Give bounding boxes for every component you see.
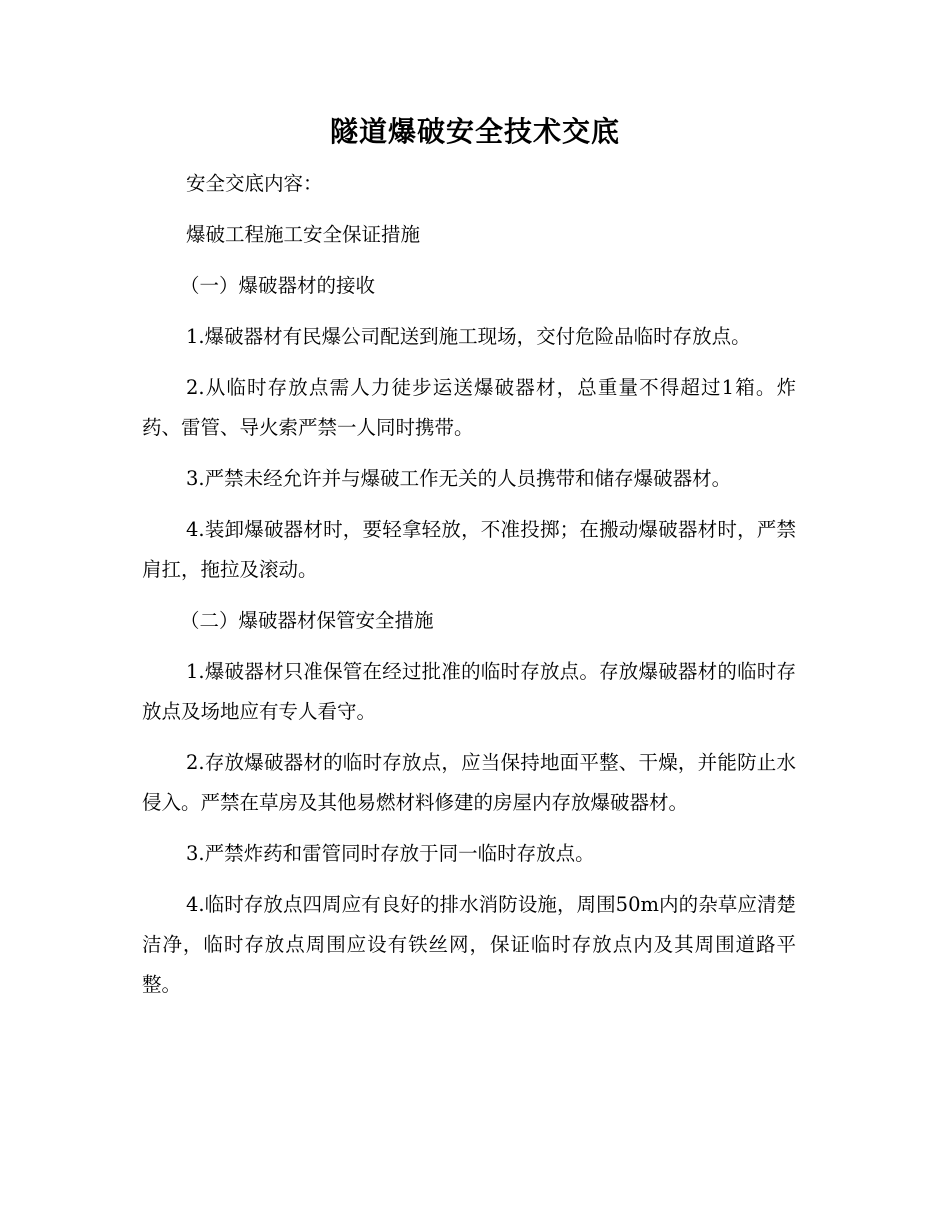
paragraph-intro: 安全交底内容： bbox=[186, 172, 323, 195]
paragraph-item: 1.爆破器材有民爆公司配送到施工现场，交付危险品临时存放点。 bbox=[186, 325, 751, 348]
section-heading-storage: （二）爆破器材保管安全措施 bbox=[180, 609, 434, 632]
paragraph-item: 3.严禁炸药和雷管同时存放于同一临时存放点。 bbox=[186, 842, 595, 865]
paragraph-item: 2.存放爆破器材的临时存放点，应当保持地面平整、干燥，并能防止水侵入。严禁在草房及其他易燃材料修建的房屋内存放爆破器材。 bbox=[142, 751, 796, 814]
paragraph-item: 3.严禁未经允许并与爆破工作无关的人员携带和储存爆破器材。 bbox=[186, 467, 732, 490]
paragraph-item: 2.从临时存放点需人力徒步运送爆破器材，总重量不得超过1箱。炸药、雷管、导火索严禁一人同时携带。 bbox=[142, 376, 796, 439]
paragraph-item: 4.装卸爆破器材时，要轻拿轻放，不准投掷；在搬动爆破器材时，严禁肩扛，拖拉及滚动。 bbox=[142, 518, 796, 581]
document-title: 隧道爆破安全技术交底 bbox=[329, 115, 620, 148]
paragraph-heading: 爆破工程施工安全保证措施 bbox=[186, 223, 421, 246]
paragraph-item: 1.爆破器材只准保管在经过批准的临时存放点。存放爆破器材的临时存放点及场地应有专人看守。 bbox=[142, 660, 796, 723]
section-heading-receiving: （一）爆破器材的接收 bbox=[180, 274, 376, 297]
paragraph-item: 4.临时存放点四周应有良好的排水消防设施，周围50m内的杂草应清楚洁净，临时存放点周围应设有铁丝网，保证临时存放点内及其周围道路平整。 bbox=[142, 893, 796, 996]
document-body bbox=[142, 164, 796, 1016]
